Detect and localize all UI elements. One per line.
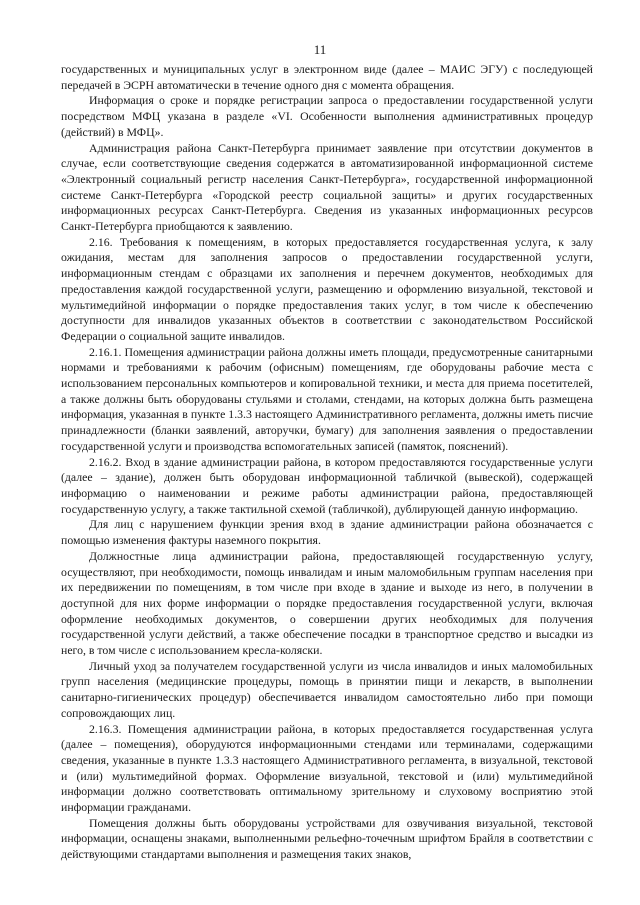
page-number: 11 <box>313 42 327 57</box>
paragraph: 2.16.3. Помещения администрации района, в которых предоставляется государственная услуга (далее – помещения), оборудуются информационными стендами или терминалами, содержащими сведения, указанные в пункте 1.3.3 настоящего Административного регламента, в визуальной, текстовой и (или) мультимедийной формах. Оформление визуальной, текстовой и (или) мультимедийной информации должно соответствовать оптимальному зрительному и слуховому восприятию этой информации гражданами. <box>61 721 593 815</box>
paragraph: Для лиц с нарушением функции зрения вход в здание администрации района обозначается с помощью изменения фактуры наземного покрытия. <box>61 517 593 548</box>
paragraph: Личный уход за получателем государственной услуги из числа инвалидов и иных маломобильных групп населения (медицинские процедуры, помощь в принятии пищи и лекарств, в выполнении санитарно-гигиенических процедур) обеспечивается инвалидом самостоятельно либо при помощи сопровождающих лиц. <box>61 658 593 720</box>
paragraph: Информация о сроке и порядке регистрации запроса о предоставлении государственной услуги посредством МФЦ указана в разделе «VI. Особенности выполнения административных процедур (действий) в МФЦ». <box>61 93 593 139</box>
paragraph: Администрация района Санкт-Петербурга принимает заявление при отсутствии документов в случае, если соответствующие сведения содержатся в автоматизированной информационной системе «Электронный социальный регистр населения Санкт-Петербурга», государственной информационной системе Санкт-Петербурга «Городской реестр социальной защиты» и других государственных информационных ресурсах Санкт-Петербурга. Сведения из указанных информационных ресурсов Санкт-Петербурга приобщаются к заявлению. <box>61 140 593 234</box>
paragraph: 2.16.2. Вход в здание администрации района, в котором предоставляются государственные услуги (далее – здание), должен быть оборудован информационной табличкой (вывеской), содержащей информацию о наименовании и режиме работы администрации района, предоставляющей государственную услугу, а также тактильной схемой (табличкой), дублирующей данную информацию. <box>61 454 593 516</box>
paragraph: Помещения должны быть оборудованы устройствами для озвучивания визуальной, текстовой информации, оснащены знаками, выполненными рельефно-точечным шрифтом Брайля в соответствии с действующими стандартами выполнения и размещения таких знаков, <box>61 815 593 862</box>
paragraph: Должностные лица администрации района, предоставляющей государственную услугу, осуществляют, при необходимости, помощь инвалидам и иным маломобильным группам населения при их передвижении по помещениям, в том числе при входе в здание и выходе из него, в получении в доступной для них форме информации о порядке предоставления государственной услуги, включая оформление необходимых документов, о совершении других необходимых для получения государственной услуги действий, а также обеспечение посадки в транспортное средство и высадки из него, в том числе с использованием кресла-коляски. <box>61 548 593 658</box>
document-body <box>61 62 593 863</box>
paragraph: 2.16.1. Помещения администрации района должны иметь площади, предусмотренные санитарными нормами и требованиями к рабочим (офисным) помещениям, где оборудованы рабочие места с использованием персональных компьютеров и копировальной техники, и места для приема посетителей, а также должны быть оборудованы стульями и столами, стендами, на которых должна быть размещена информация, указанная в пункте 1.3.3 настоящего Административного регламента, должны иметь писчие принадлежности (бланки заявлений, авторучки, бумагу) для заполнения заявления о предоставлении государственной услуги и производства вспомогательных записей (памяток, пояснений). <box>61 344 593 453</box>
paragraph: государственных и муниципальных услуг в электронном виде (далее – МАИС ЭГУ) с последующей передачей в ЭСРН автоматически в течение одного дня с момента обращения. <box>61 62 593 92</box>
paragraph: 2.16. Требования к помещениям, в которых предоставляется государственная услуга, к залу ожидания, местам для заполнения запросов о предоставлении государственной услуги, информационным стендам с образцами их заполнения и перечнем документов, необходимых для предоставления каждой государственной услуги, размещению и оформлению визуальной, текстовой и мультимедийной информации о порядке предоставления таких услуг, в том числе к обеспечению доступности для инвалидов указанных объектов в соответствии с законодательством Российской Федерации о социальной защите инвалидов. <box>61 234 593 343</box>
